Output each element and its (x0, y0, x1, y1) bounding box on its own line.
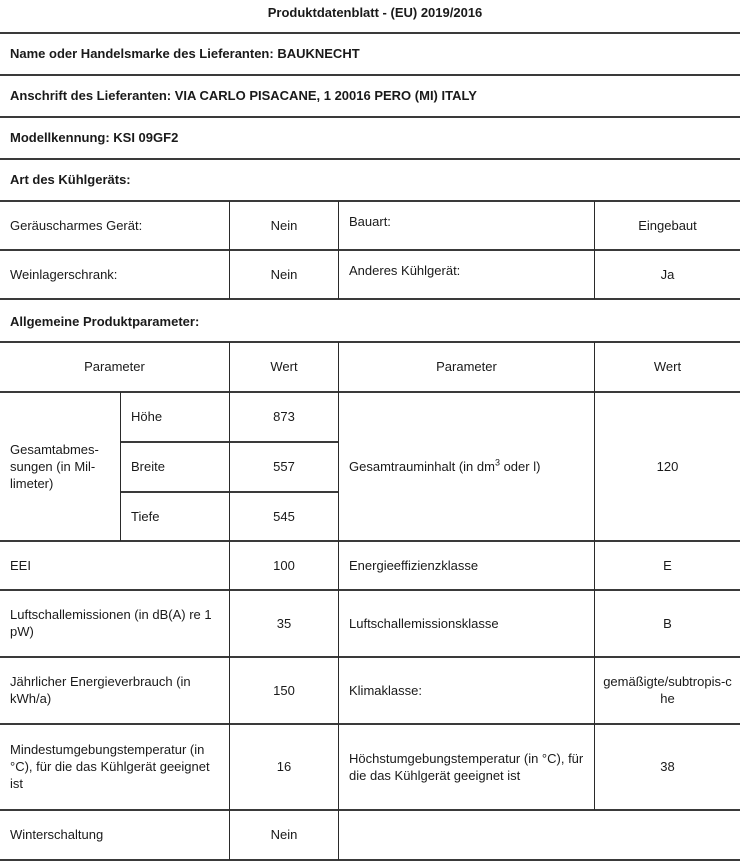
dimensions-label (0, 392, 120, 540)
appliance-type-heading: Art des Kühlgeräts: (10, 172, 131, 187)
divider (0, 158, 740, 160)
max-temp-value: 38 (660, 759, 675, 774)
header-parameter: Parameter (436, 359, 497, 374)
construction-type-label: Bauart: (349, 214, 391, 229)
divider (0, 116, 740, 118)
height-value: 873 (273, 409, 295, 424)
noise-class-value: B (663, 615, 672, 631)
supplier-name: Name oder Handelsmarke des Lieferanten: BAUKNECHT (10, 46, 360, 61)
construction-type-value: Eingebaut (638, 217, 697, 233)
header-value: Wert (270, 359, 298, 374)
dimensions-label-line: Gesamtabmes- (10, 441, 99, 457)
divider (0, 74, 740, 76)
dimensions-label-line: sungen (in Mil- (10, 458, 96, 474)
winter-switch-label: Winterschaltung (10, 827, 104, 842)
max-temp-label: Höchstumgebungstemperatur (in °C), für die das Kühlgerät geeignet ist (349, 750, 584, 783)
header-value: Wert (653, 359, 682, 374)
depth-label: Tiefe (131, 508, 160, 524)
volume-label-text: Gesamtrauminhalt (in dm (349, 458, 495, 474)
wine-cabinet-label: Weinlagerschrank: (10, 266, 118, 282)
width-value: 557 (273, 459, 295, 474)
header-parameter: Parameter (84, 359, 145, 374)
min-temp-value: 16 (276, 759, 292, 774)
model-identifier: Modellkennung: KSI 09GF2 (10, 130, 179, 145)
winter-switch-value: Nein (270, 827, 298, 842)
energy-consumption-label: Jährlicher Energieverbrauch (in kWh/a) (10, 674, 191, 706)
noise-device-value: Nein (270, 217, 298, 233)
noise-emission-value: 35 (276, 615, 292, 631)
noise-class-label: Luftschallemissionsklasse (349, 615, 499, 631)
energy-consumption-value: 150 (273, 682, 295, 698)
min-temp-label: Mindestumgebungstemperatur (in °C), für die das Kühlgerät geeignet ist (10, 742, 210, 791)
width-label: Breite (131, 459, 165, 474)
volume-label-text: oder l) (499, 458, 541, 474)
volume-value: 120 (656, 458, 679, 474)
other-appliance-value: Ja (660, 266, 675, 282)
empty-cell (339, 810, 740, 859)
energy-class-value: E (663, 557, 672, 573)
climate-class-label: Klimaklasse: (349, 682, 422, 698)
general-params-heading: Allgemeine Produktparameter: (10, 314, 200, 329)
depth-value: 545 (273, 508, 295, 524)
dimensions-label-line: limeter) (10, 475, 54, 491)
volume-label-superscript: 3 (494, 457, 500, 468)
supplier-address: Anschrift des Lieferanten: VIA CARLO PISACANE, 1 20016 PERO (MI) ITALY (10, 88, 477, 103)
volume-label (339, 392, 594, 540)
divider (0, 32, 740, 34)
wine-cabinet-value: Nein (270, 266, 298, 282)
climate-class-value: gemäßigte/subtropis-che (603, 674, 732, 706)
eei-label: EEI (10, 557, 31, 573)
eei-value: 100 (273, 557, 295, 573)
noise-device-label: Geräuscharmes Gerät: (10, 217, 143, 233)
height-label: Höhe (131, 409, 163, 424)
other-appliance-label: Anderes Kühlgerät: (349, 263, 461, 278)
table-border (0, 298, 740, 300)
noise-emission-label: Luftschallemissionen (in dB(A) re 1 pW) (10, 607, 212, 639)
page-title: Produktdatenblatt - (EU) 2019/2016 (267, 5, 483, 20)
energy-class-label: Energieeffizienzklasse (349, 557, 479, 573)
